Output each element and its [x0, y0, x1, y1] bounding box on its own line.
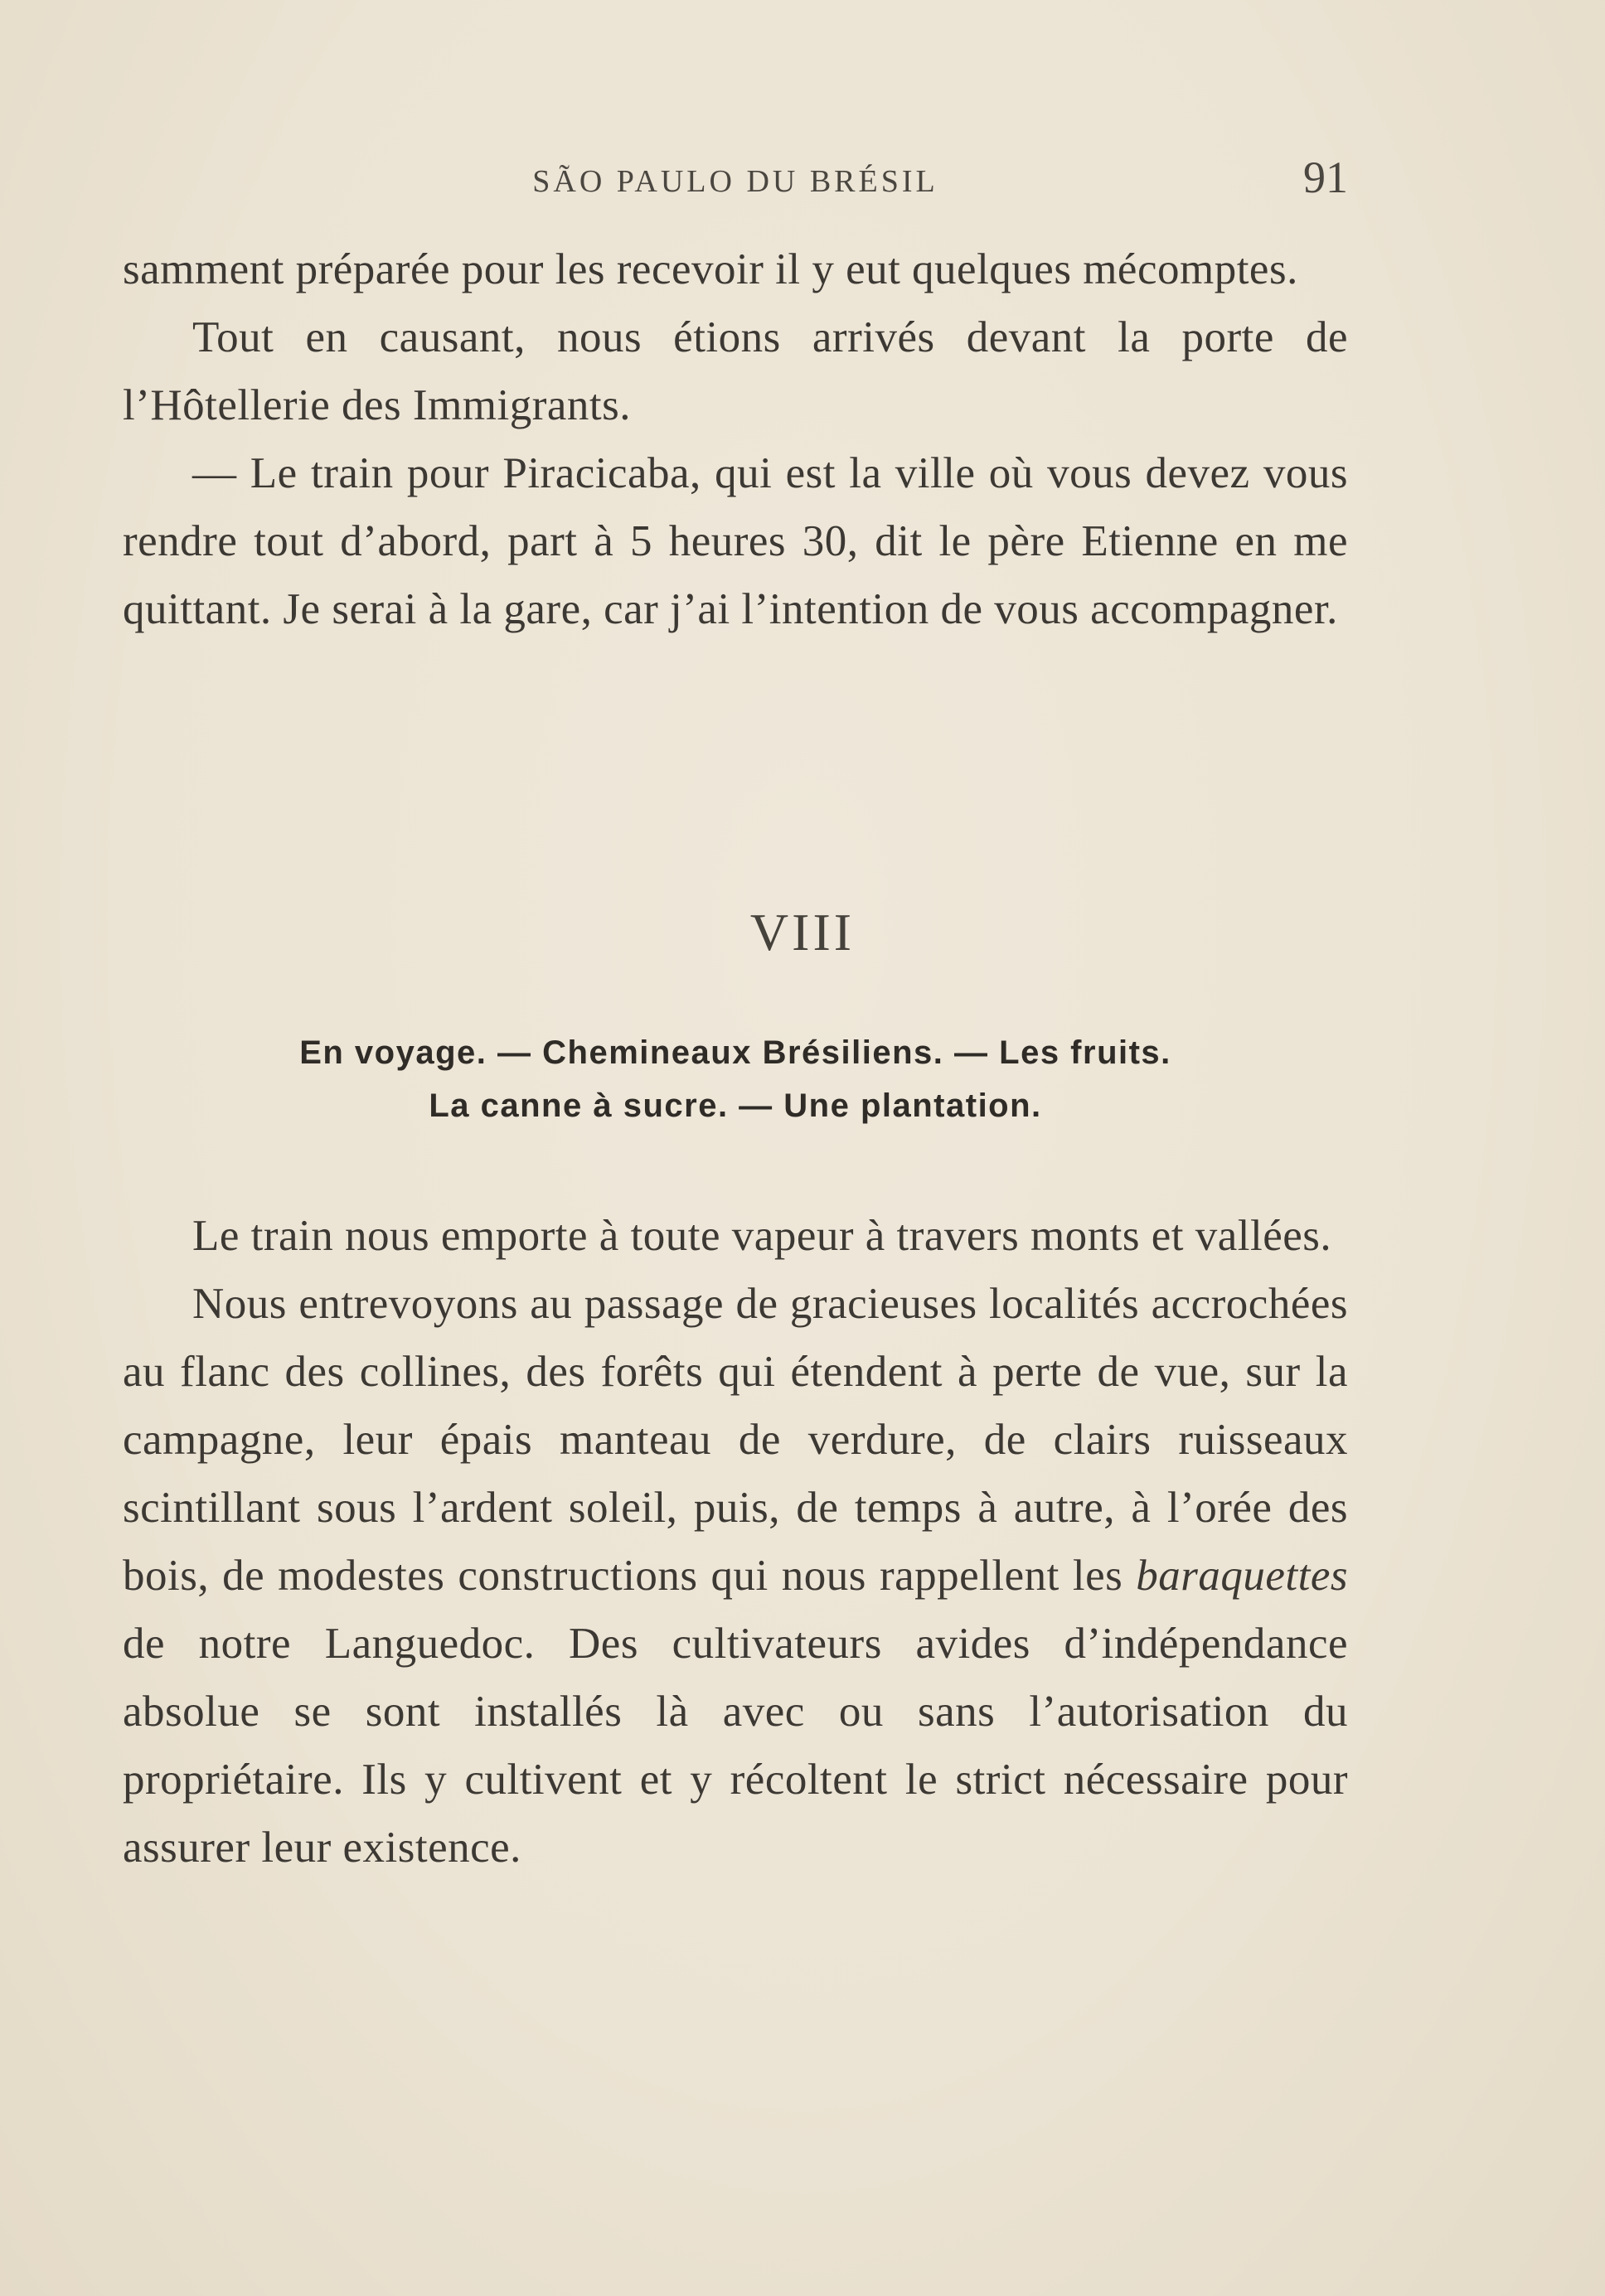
paragraph: — Le train pour Piracicaba, qui est la ville où vous devez vous rendre tout d’abord, part à 5 heures 30, dit le père Etienne en me quittant. Je serai à la gare, car j’ai l’intention de vous accompagner. — [123, 449, 1348, 633]
page-number: 91 — [1303, 153, 1348, 202]
chapter-summary-line: La canne à sucre. — Une plantation. — [429, 1087, 1042, 1124]
paragraph-continuation: samment préparée pour les recevoir il y eut quelques mécomptes. — [123, 245, 1298, 293]
paragraph-text: de notre Languedoc. Des cultivateurs avides d’indépendance absolue se sont installés là avec ou sans l’autorisation du propriétaire. Ils y cultivent et y récoltent le strict nécessaire pour assurer leur existence. — [123, 1620, 1348, 1872]
top-text-block — [123, 235, 1348, 643]
chapter-summary — [123, 1026, 1348, 1132]
chapter-summary-line: En voyage. — Chemineaux Brésiliens. — Les fruits. — [299, 1034, 1171, 1071]
running-title: SÃO PAULO DU BRÉSIL — [532, 164, 938, 199]
paragraph: Le train nous emporte à toute vapeur à travers monts et vallées. — [192, 1212, 1332, 1260]
paragraph: Tout en causant, nous étions arrivés devant la porte de l’Hôtellerie des Immigrants. — [123, 313, 1348, 429]
bottom-text-block — [123, 1202, 1348, 1882]
italic-word: baraquettes — [1136, 1552, 1348, 1600]
paragraph-text: Nous entrevoyons au passage de gracieuses localités accrochées au flanc des collines, des forêts qui étendent à perte de vue, sur la campagne, leur épais manteau de verdure, de clairs ruisseaux scintillant sous l’ardent soleil, puis, de temps à autre, à l’orée des bois, de modestes constructions qui nous rappellent les — [123, 1280, 1348, 1600]
paragraph — [123, 1270, 1348, 1882]
running-head — [123, 152, 1348, 201]
chapter-number: VIII — [749, 903, 856, 962]
